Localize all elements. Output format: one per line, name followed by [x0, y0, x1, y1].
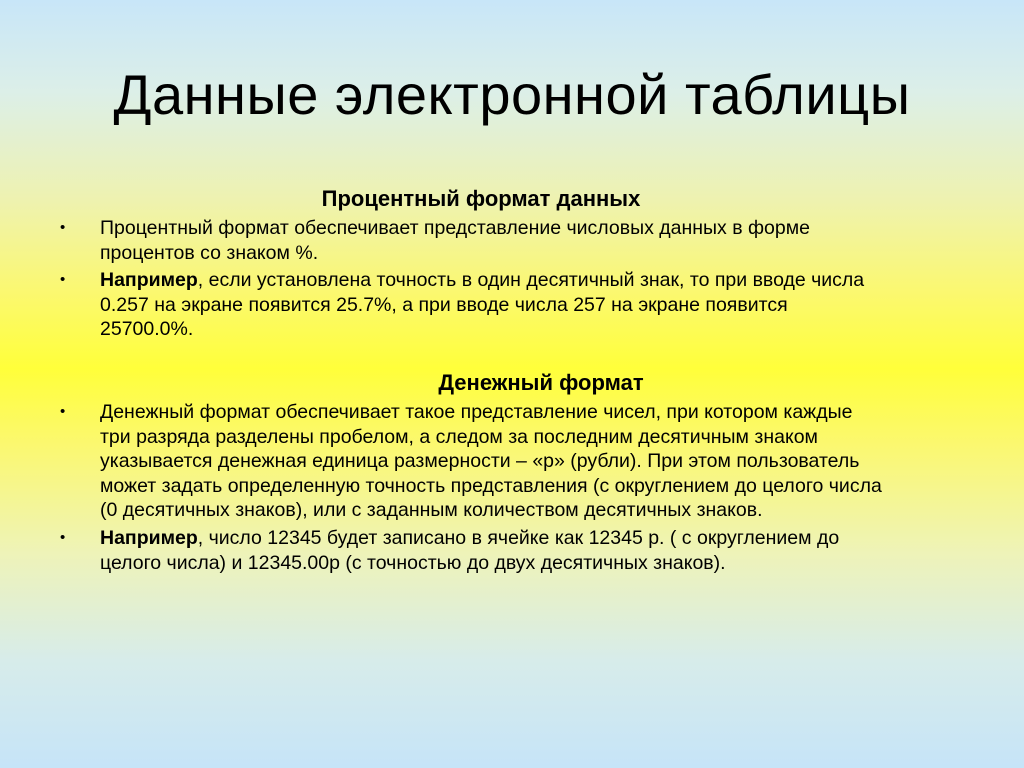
- bullet-marker: •: [60, 271, 66, 289]
- bullet-currency-definition: [56, 400, 886, 523]
- bullet-lead-bold: Например: [100, 269, 198, 292]
- bullet-marker: •: [60, 528, 66, 546]
- bullet-lead-bold: Например: [100, 526, 198, 549]
- bullet-marker: •: [60, 402, 66, 420]
- slide-content: [56, 186, 886, 578]
- bullet-percent-definition: [56, 216, 886, 265]
- bullet-text: Денежный формат обеспечивает такое представление чисел, при котором каждые три разряда разделены пробелом, а следом за последним десятичным знаком указывается денежная единица размерности – «р» (рубли). При этом пользователь может задать определенную точность представления (с округлением до целого числа (0 десятичных знаков), или с заданным количеством десятичных знаков.: [100, 400, 882, 522]
- section-heading-percent-format: Процентный формат данных: [321, 186, 641, 211]
- slide-title: Данные электронной таблицы: [113, 63, 911, 126]
- bullet-marker: •: [60, 219, 66, 236]
- bullet-text: Процентный формат обеспечивает представление числовых данных в форме процентов со знаком %.: [100, 217, 810, 264]
- section-heading-currency-format: Денежный формат: [438, 369, 644, 395]
- bullet-text: , если установлена точность в один десятичный знак, то при вводе числа 0.257 на экране появится 25.7%, а при вводе числа 257 на экране появится 25700.0%.: [100, 269, 865, 341]
- bullet-percent-example: [56, 268, 886, 342]
- bullet-text: , число 12345 будет записано в ячейке как 12345 р. ( с округлением до целого числа) и 12345.00р (с точностью до двух десятичных знаков).: [100, 526, 840, 574]
- bullet-currency-example: [56, 526, 886, 575]
